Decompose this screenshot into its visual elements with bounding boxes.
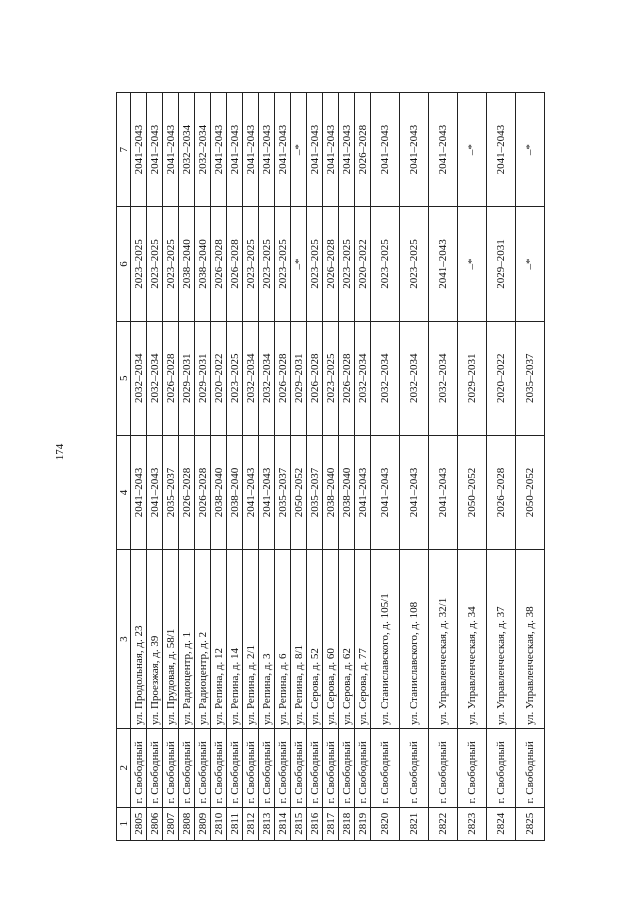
table-row [458,93,487,841]
period-col5-cell: 2032–2034 [371,321,400,435]
city-cell: г. Свободный [458,729,487,807]
column-header: 2 [117,729,131,807]
period-col7-cell: 2041–2043 [429,93,458,207]
row-number-cell: 2824 [487,807,516,840]
city-cell: г. Свободный [400,729,429,807]
period-col5-cell: 2032–2034 [243,321,259,435]
period-col5-cell: 2026–2028 [163,321,179,435]
period-col4-cell: 2050–2052 [291,435,307,549]
city-cell: г. Свободный [429,729,458,807]
period-col5-cell: 2023–2025 [227,321,243,435]
header-row [117,93,131,841]
row-number-cell: 2809 [195,807,211,840]
table-row [355,93,371,841]
city-cell: г. Свободный [371,729,400,807]
table-row [275,93,291,841]
period-col6-cell: 2041–2043 [429,207,458,321]
period-col7-cell: 2041–2043 [259,93,275,207]
period-col5-cell: 2023–2025 [323,321,339,435]
period-col4-cell: 2050–2052 [516,435,545,549]
table-row [487,93,516,841]
period-col7-cell: 2026–2028 [355,93,371,207]
period-col6-cell: 2023–2025 [339,207,355,321]
period-col4-cell: 2035–2037 [275,435,291,549]
row-number-cell: 2805 [131,807,147,840]
address-cell: ул. Радиоцентр, д. 1 [179,550,195,729]
row-number-cell: 2807 [163,807,179,840]
period-col6-cell: 2023–2025 [131,207,147,321]
period-col4-cell: 2026–2028 [179,435,195,549]
period-col5-cell: 2029–2031 [458,321,487,435]
period-col7-cell: 2041–2043 [323,93,339,207]
row-number-cell: 2825 [516,807,545,840]
city-cell: г. Свободный [211,729,227,807]
row-number-cell: 2818 [339,807,355,840]
row-number-cell: 2819 [355,807,371,840]
period-col6-cell: 2038–2040 [179,207,195,321]
city-cell: г. Свободный [163,729,179,807]
city-cell: г. Свободный [323,729,339,807]
period-col7-cell: 2032–2034 [179,93,195,207]
address-cell: ул. Серова, д. 60 [323,550,339,729]
period-col6-cell: 2023–2025 [163,207,179,321]
period-col7-cell: –* [516,93,545,207]
table-row [227,93,243,841]
table-row [339,93,355,841]
address-cell: ул. Репина, д. 12 [211,550,227,729]
address-cell: ул. Репина, д. 8/1 [291,550,307,729]
address-cell: ул. Репина, д. 2/1 [243,550,259,729]
address-cell: ул. Серова, д. 62 [339,550,355,729]
address-cell: ул. Управленческая, д. 34 [458,550,487,729]
row-number-cell: 2814 [275,807,291,840]
period-col7-cell: 2041–2043 [147,93,163,207]
period-col7-cell: 2041–2043 [487,93,516,207]
address-cell: ул. Серова, д. 77 [355,550,371,729]
period-col5-cell: 2032–2034 [429,321,458,435]
table-row [147,93,163,841]
address-cell: ул. Репина, д. 6 [275,550,291,729]
table-row [211,93,227,841]
period-col6-cell: –* [291,207,307,321]
period-col6-cell: 2023–2025 [371,207,400,321]
period-col4-cell: 2041–2043 [131,435,147,549]
period-col5-cell: 2020–2022 [211,321,227,435]
period-col6-cell: 2023–2025 [243,207,259,321]
row-number-cell: 2815 [291,807,307,840]
table-row [195,93,211,841]
column-header: 3 [117,550,131,729]
period-col4-cell: 2041–2043 [355,435,371,549]
period-col6-cell: 2023–2025 [400,207,429,321]
period-col7-cell: 2032–2034 [195,93,211,207]
schedule-table [116,92,545,841]
period-col6-cell: 2026–2028 [323,207,339,321]
period-col6-cell: 2023–2025 [275,207,291,321]
period-col5-cell: 2032–2034 [147,321,163,435]
period-col4-cell: 2050–2052 [458,435,487,549]
row-number-cell: 2811 [227,807,243,840]
period-col4-cell: 2035–2037 [307,435,323,549]
period-col6-cell: 2026–2028 [211,207,227,321]
address-cell: ул. Серова, д. 52 [307,550,323,729]
address-cell: ул. Репина, д. 3 [259,550,275,729]
period-col5-cell: 2032–2034 [259,321,275,435]
table-row [371,93,400,841]
table-row [163,93,179,841]
address-cell: ул. Радиоцентр, д. 2 [195,550,211,729]
period-col4-cell: 2041–2043 [400,435,429,549]
city-cell: г. Свободный [147,729,163,807]
address-cell: ул. Проезжая, д. 39 [147,550,163,729]
row-number-cell: 2812 [243,807,259,840]
table-row [400,93,429,841]
address-cell: ул. Станиславского, д. 108 [400,550,429,729]
period-col4-cell: 2035–2037 [163,435,179,549]
address-cell: ул. Продольная, д. 23 [131,550,147,729]
city-cell: г. Свободный [259,729,275,807]
period-col7-cell: 2041–2043 [131,93,147,207]
table-row [259,93,275,841]
address-cell: ул. Прудовая, д. 58/1 [163,550,179,729]
period-col4-cell: 2041–2043 [147,435,163,549]
address-cell: ул. Станиславского, д. 105/1 [371,550,400,729]
period-col7-cell: 2041–2043 [211,93,227,207]
period-col4-cell: 2041–2043 [371,435,400,549]
row-number-cell: 2810 [211,807,227,840]
period-col6-cell: 2038–2040 [195,207,211,321]
city-cell: г. Свободный [291,729,307,807]
row-number-cell: 2816 [307,807,323,840]
period-col5-cell: 2035–2037 [516,321,545,435]
period-col4-cell: 2041–2043 [243,435,259,549]
period-col5-cell: 2032–2034 [355,321,371,435]
period-col7-cell: 2041–2043 [307,93,323,207]
period-col7-cell: 2041–2043 [243,93,259,207]
row-number-cell: 2817 [323,807,339,840]
table-row [179,93,195,841]
period-col7-cell: 2041–2043 [371,93,400,207]
city-cell: г. Свободный [195,729,211,807]
period-col4-cell: 2041–2043 [259,435,275,549]
row-number-cell: 2806 [147,807,163,840]
page-number: 174 [54,443,66,461]
period-col4-cell: 2038–2040 [323,435,339,549]
period-col6-cell: 2023–2025 [307,207,323,321]
period-col6-cell: 2020–2022 [355,207,371,321]
city-cell: г. Свободный [339,729,355,807]
city-cell: г. Свободный [355,729,371,807]
city-cell: г. Свободный [227,729,243,807]
column-header: 6 [117,207,131,321]
address-cell: ул. Управленческая, д. 32/1 [429,550,458,729]
period-col4-cell: 2038–2040 [227,435,243,549]
row-number-cell: 2813 [259,807,275,840]
table-row [307,93,323,841]
period-col4-cell: 2038–2040 [211,435,227,549]
table-row [323,93,339,841]
city-cell: г. Свободный [275,729,291,807]
period-col7-cell: 2041–2043 [163,93,179,207]
period-col5-cell: 2029–2031 [291,321,307,435]
period-col4-cell: 2026–2028 [487,435,516,549]
row-number-cell: 2820 [371,807,400,840]
period-col5-cell: 2026–2028 [339,321,355,435]
period-col5-cell: 2032–2034 [131,321,147,435]
city-cell: г. Свободный [487,729,516,807]
period-col6-cell: 2023–2025 [259,207,275,321]
table-row [429,93,458,841]
period-col4-cell: 2041–2043 [429,435,458,549]
column-header: 4 [117,435,131,549]
period-col5-cell: 2032–2034 [400,321,429,435]
row-number-cell: 2821 [400,807,429,840]
address-cell: ул. Управленческая, д. 37 [487,550,516,729]
period-col5-cell: 2020–2022 [487,321,516,435]
period-col6-cell: 2023–2025 [147,207,163,321]
period-col6-cell: –* [458,207,487,321]
period-col6-cell: 2026–2028 [227,207,243,321]
period-col5-cell: 2029–2031 [195,321,211,435]
row-number-cell: 2808 [179,807,195,840]
period-col5-cell: 2029–2031 [179,321,195,435]
period-col5-cell: 2026–2028 [275,321,291,435]
city-cell: г. Свободный [516,729,545,807]
column-header: 5 [117,321,131,435]
table-row [131,93,147,841]
period-col7-cell: 2041–2043 [339,93,355,207]
period-col4-cell: 2038–2040 [339,435,355,549]
period-col7-cell: 2041–2043 [227,93,243,207]
period-col6-cell: –* [516,207,545,321]
row-number-cell: 2822 [429,807,458,840]
column-header: 7 [117,93,131,207]
table-row [291,93,307,841]
period-col7-cell: –* [291,93,307,207]
table-row [516,93,545,841]
period-col7-cell: 2041–2043 [275,93,291,207]
row-number-cell: 2823 [458,807,487,840]
period-col7-cell: 2041–2043 [400,93,429,207]
table-container [116,92,536,841]
table-row [243,93,259,841]
column-header: 1 [117,807,131,840]
address-cell: ул. Репина, д. 14 [227,550,243,729]
period-col7-cell: –* [458,93,487,207]
city-cell: г. Свободный [307,729,323,807]
period-col5-cell: 2026–2028 [307,321,323,435]
city-cell: г. Свободный [131,729,147,807]
address-cell: ул. Управленческая, д. 38 [516,550,545,729]
city-cell: г. Свободный [243,729,259,807]
city-cell: г. Свободный [179,729,195,807]
period-col6-cell: 2029–2031 [487,207,516,321]
period-col4-cell: 2026–2028 [195,435,211,549]
